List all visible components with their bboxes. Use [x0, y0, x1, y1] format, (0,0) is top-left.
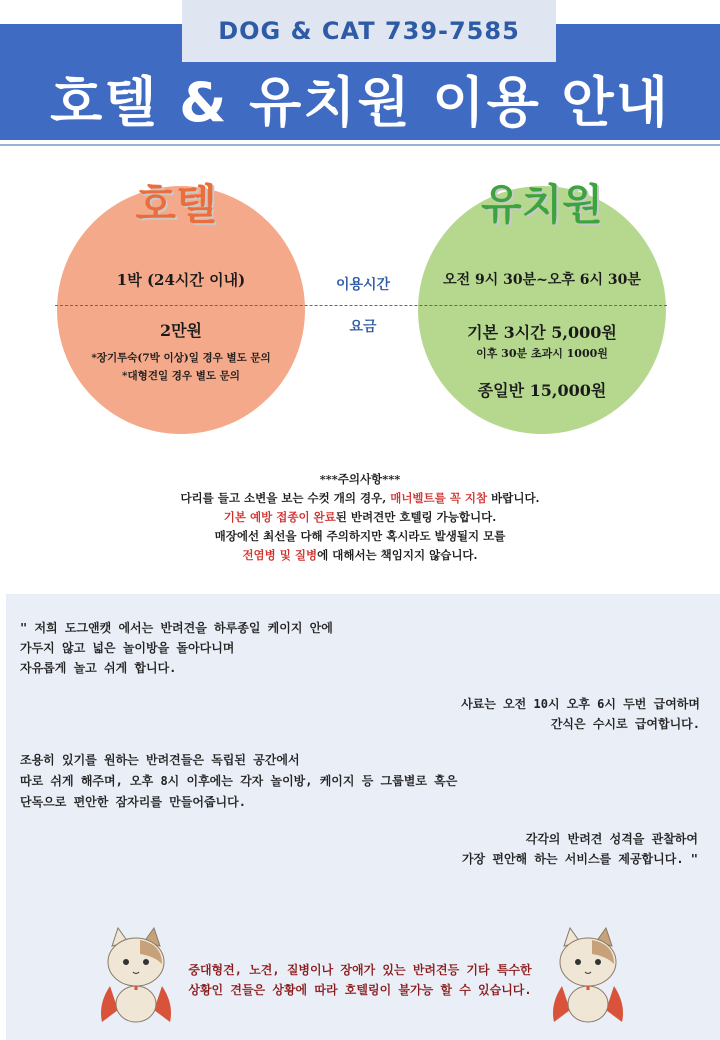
info-paragraph-feeding — [461, 694, 700, 734]
footer-notice — [150, 960, 570, 1000]
divider — [0, 144, 720, 146]
notice-line-2 — [60, 508, 660, 527]
info-line: 가장 편안해 하는 서비스를 제공합니다. " — [461, 852, 698, 866]
notice-line-3: 매장에선 최선을 다해 주의하지만 혹시라도 발생될지 모를 — [214, 529, 506, 543]
kindergarten-extra-price: 이후 30분 초과시 1000원 — [476, 347, 608, 360]
label-usage-time: 이용시간 — [335, 277, 391, 293]
notice-highlight: 기본 예방 접종이 완료 — [223, 510, 336, 524]
hotel-note-large-dog: *대형견일 경우 별도 문의 — [122, 370, 240, 382]
page-title: 호텔 & 유치원 이용 안내 — [50, 71, 670, 134]
notice-text: 에 대해서는 책임지지 않습니다. — [317, 548, 478, 562]
info-line: 자유롭게 놀고 쉬게 합니다. — [20, 661, 177, 675]
notice-highlight: 매너벨트를 꼭 지참 — [390, 491, 488, 505]
notice-section — [60, 470, 660, 565]
info-paragraph-service — [462, 829, 698, 869]
kindergarten-basic-price: 기본 3시간 5,000원 — [467, 323, 617, 342]
info-line: 사료는 오전 10시 오후 6시 두번 급여하며 — [461, 697, 700, 711]
kindergarten-full-day-price: 종일반 15,000원 — [477, 381, 607, 400]
hotel-note-long-stay: *장기투숙(7박 이상)일 경우 별도 문의 — [91, 352, 271, 364]
info-paragraph-playroom — [20, 618, 333, 678]
notice-text: 바랍니다. — [487, 491, 540, 505]
hotel-title: 호텔 — [135, 180, 217, 229]
info-line: 간식은 수시로 급여합니다. — [550, 717, 700, 731]
hotel-time: 1박 (24시간 이내) — [116, 271, 246, 289]
info-line: " 저희 도그앤캣 에서는 반려견을 하루종일 케이지 안에 — [20, 621, 333, 635]
footer-line: 중대형견, 노견, 질병이나 장애가 있는 반려견등 기타 특수한 — [188, 963, 532, 977]
phone-number: DOG & CAT 739-7585 — [218, 17, 520, 45]
notice-text: 다리를 들고 소변을 보는 수컷 개의 경우, — [180, 491, 391, 505]
info-line: 가두지 않고 넓은 놀이방을 돌아다니며 — [20, 641, 235, 655]
notice-heading: ***주의사항*** — [319, 472, 401, 486]
phone-box — [182, 0, 556, 62]
info-paragraph-rest — [20, 750, 457, 813]
notice-line-1 — [60, 489, 660, 508]
info-line: 각각의 반려견 성격을 관찰하여 — [525, 832, 698, 846]
notice-line-4 — [60, 546, 660, 565]
kindergarten-time: 오전 9시 30분~오후 6시 30분 — [443, 272, 641, 288]
info-line: 단독으로 편안한 잠자리를 만들어줍니다. — [20, 795, 246, 809]
label-fee: 요금 — [349, 319, 377, 335]
dashed-divider — [55, 305, 667, 306]
info-line: 조용히 있기를 원하는 반려견들은 독립된 공간에서 — [20, 753, 300, 767]
footer-line: 상황인 견들은 상황에 따라 호텔링이 불가능 할 수 있습니다. — [188, 983, 532, 997]
notice-text: 된 반려견만 호텔링 가능합니다. — [335, 510, 497, 524]
cape-icon — [101, 986, 118, 1022]
kindergarten-title: 유치원 — [481, 180, 603, 229]
hotel-price: 2만원 — [159, 321, 203, 340]
info-line: 따로 쉬게 해주며, 오후 8시 이후에는 각자 놀이방, 케이지 등 그룹별로 혹은 — [20, 774, 458, 788]
notice-highlight: 전염병 및 질병 — [242, 548, 318, 562]
